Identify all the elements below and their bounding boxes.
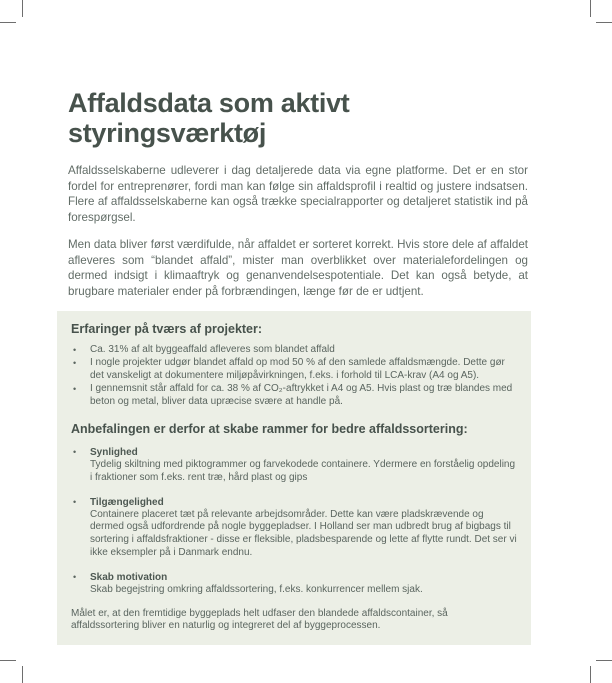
experiences-bullet-list xyxy=(71,344,517,409)
list-item xyxy=(71,446,517,485)
page-title: Affaldsdata som aktivt styringsværktøj xyxy=(68,88,350,148)
crop-mark-bottom-left-horizontal xyxy=(0,660,16,661)
recommendation-body xyxy=(90,446,517,485)
intro-paragraph-1: Affaldsselskaberne udleverer i dag detaljerede data via egne platforme. Det er en stor fordel for entreprenører, fordi man kan følge sin affaldsprofil i realtid og justere indsatsen. Flere af affaldsselskaberne kan også trække specialrapporter og detaljeret statistik ind på forespørgsel. xyxy=(68,164,528,224)
document-content xyxy=(68,88,528,645)
crop-mark-top-right-vertical xyxy=(590,0,591,17)
bullet-icon: • xyxy=(73,496,77,507)
recommendation-description: Skab begejstring omkring affaldssortering, f.eks. konkurrencer mellem sjak. xyxy=(90,583,423,595)
closing-paragraph: Målet er, at den fremtidige byggeplads helt udfaser den blandede affaldscontainer, så affaldssortering bliver en naturlig og integreret del af byggeprocessen. xyxy=(71,607,448,632)
list-item xyxy=(71,357,517,383)
bullet-icon: • xyxy=(73,345,77,355)
list-item xyxy=(71,571,517,597)
recommendation-heading: Anbefalingen er derfor at skabe rammer for bedre affaldssortering: xyxy=(71,421,468,436)
bullet-text: I gennemsnit står affald for ca. 38 % af CO₂-aftrykket i A4 og A5. Hvis plast og træ blandes med beton og metal, bliver data upræcise svære at handle på. xyxy=(90,383,513,408)
crop-mark-bottom-left-vertical xyxy=(22,666,23,683)
crop-mark-top-left-vertical xyxy=(22,0,23,17)
list-item xyxy=(71,383,517,409)
recommendation-title: Tilgængelighed xyxy=(90,496,164,508)
crop-mark-top-left-horizontal xyxy=(0,22,16,23)
bullet-icon: • xyxy=(73,384,77,395)
recommendation-description: Tydelig skiltning med piktogrammer og farvekodede containere. Ydermere en forståelig opdeling i fraktioner som f.eks. rent træ, hård plast og gips xyxy=(90,458,516,483)
recommendation-description: Containere placeret tæt på relevante arbejdsområder. Dette kan være pladskrævende og dermed også udfordrende på nogle byggepladser. I Holland ser man udbredt brug af bigbags til sortering i affaldsfraktioner - disse er fleksible, pladsbesparende og lette af flytte rundt. Det ser vi ikke eksempler på i Danmark endnu. xyxy=(90,508,517,558)
experience-info-box xyxy=(57,311,531,645)
bullet-icon: • xyxy=(73,358,77,369)
bullet-text: Ca. 31% af alt byggeaffald afleveres som blandet affald xyxy=(90,344,335,355)
list-item xyxy=(71,344,517,357)
bullet-icon: • xyxy=(73,446,77,457)
crop-mark-bottom-right-horizontal xyxy=(596,660,612,661)
intro-paragraph-2: Men data bliver først værdifulde, når affaldet er sorteret korrekt. Hvis store dele af affaldet afleveres som “blandet affald”, mister man overblikket over materialefordelingen og dermed indsigt i klimaaftryk og genanvendelsespotentiale. Det kan også betyde, at brugbare materialer ender på forbrændingen, længe før de er udtjent. xyxy=(68,238,528,298)
crop-mark-top-right-horizontal xyxy=(596,22,612,23)
list-item xyxy=(71,496,517,560)
experiences-heading: Erfaringer på tværs af projekter: xyxy=(71,322,263,336)
recommendation-body xyxy=(90,496,517,560)
bullet-text: I nogle projekter udgør blandet affald op mod 50 % af den samlede affaldsmængde. Dette gør det vanskeligt at dokumentere miljøpåvirkningen, f.eks. i forhold til LCA-krav (A4 og A5). xyxy=(90,357,505,382)
bullet-icon: • xyxy=(73,571,77,582)
recommendation-title: Skab motivation xyxy=(90,571,168,583)
recommendation-list xyxy=(71,446,517,597)
crop-mark-bottom-right-vertical xyxy=(590,666,591,683)
recommendation-body xyxy=(90,571,517,597)
recommendation-title: Synlighed xyxy=(90,446,138,458)
